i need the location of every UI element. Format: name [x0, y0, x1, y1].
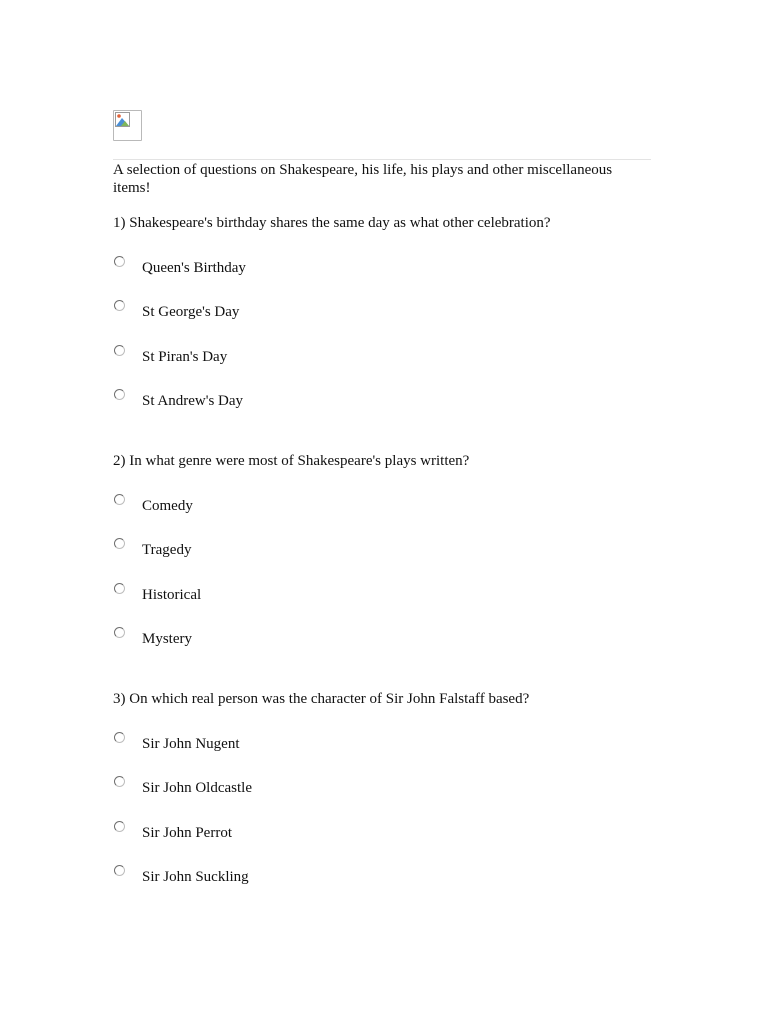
answer-label: Sir John Nugent: [142, 736, 240, 752]
radio-button[interactable]: [114, 821, 125, 832]
answer-option[interactable]: [113, 494, 413, 516]
radio-button[interactable]: [114, 583, 125, 594]
answer-option[interactable]: [113, 776, 413, 798]
broken-image-icon: [113, 110, 142, 141]
answer-label: Sir John Oldcastle: [142, 780, 252, 796]
answer-label: Queen's Birthday: [142, 260, 246, 276]
answer-label: Historical: [142, 587, 202, 603]
answer-label: Comedy: [142, 498, 193, 514]
radio-button[interactable]: [114, 538, 125, 549]
radio-button[interactable]: [114, 494, 125, 505]
answer-option[interactable]: [113, 256, 413, 278]
radio-button[interactable]: [114, 776, 125, 787]
radio-button[interactable]: [114, 732, 125, 743]
radio-button[interactable]: [114, 345, 125, 356]
answer-option[interactable]: [113, 389, 413, 411]
answer-option[interactable]: [113, 732, 413, 754]
question-text: 2) In what genre were most of Shakespeare's plays written?: [113, 453, 470, 469]
answer-option[interactable]: [113, 300, 413, 322]
answer-label: Tragedy: [142, 542, 192, 558]
radio-button[interactable]: [114, 389, 125, 400]
answer-label: Sir John Perrot: [142, 825, 232, 841]
answer-label: St George's Day: [142, 304, 240, 320]
question-text: 3) On which real person was the character of Sir John Falstaff based?: [113, 691, 530, 707]
radio-button[interactable]: [114, 300, 125, 311]
answer-option[interactable]: [113, 538, 413, 560]
answer-option[interactable]: [113, 627, 413, 649]
answer-option[interactable]: [113, 583, 413, 605]
radio-button[interactable]: [114, 865, 125, 876]
answer-option[interactable]: [113, 865, 413, 887]
quiz-description: A selection of questions on Shakespeare, his life, his plays and other miscellaneous items!: [113, 162, 613, 196]
radio-button[interactable]: [114, 256, 125, 267]
header-divider: [113, 159, 651, 160]
answer-option[interactable]: [113, 345, 413, 367]
question-text: 1) Shakespeare's birthday shares the same day as what other celebration?: [113, 215, 551, 231]
answer-option[interactable]: [113, 821, 413, 843]
answer-label: St Andrew's Day: [142, 393, 244, 409]
answer-label: Mystery: [142, 631, 192, 647]
answer-label: St Piran's Day: [142, 349, 228, 365]
radio-button[interactable]: [114, 627, 125, 638]
answer-label: Sir John Suckling: [142, 869, 249, 885]
